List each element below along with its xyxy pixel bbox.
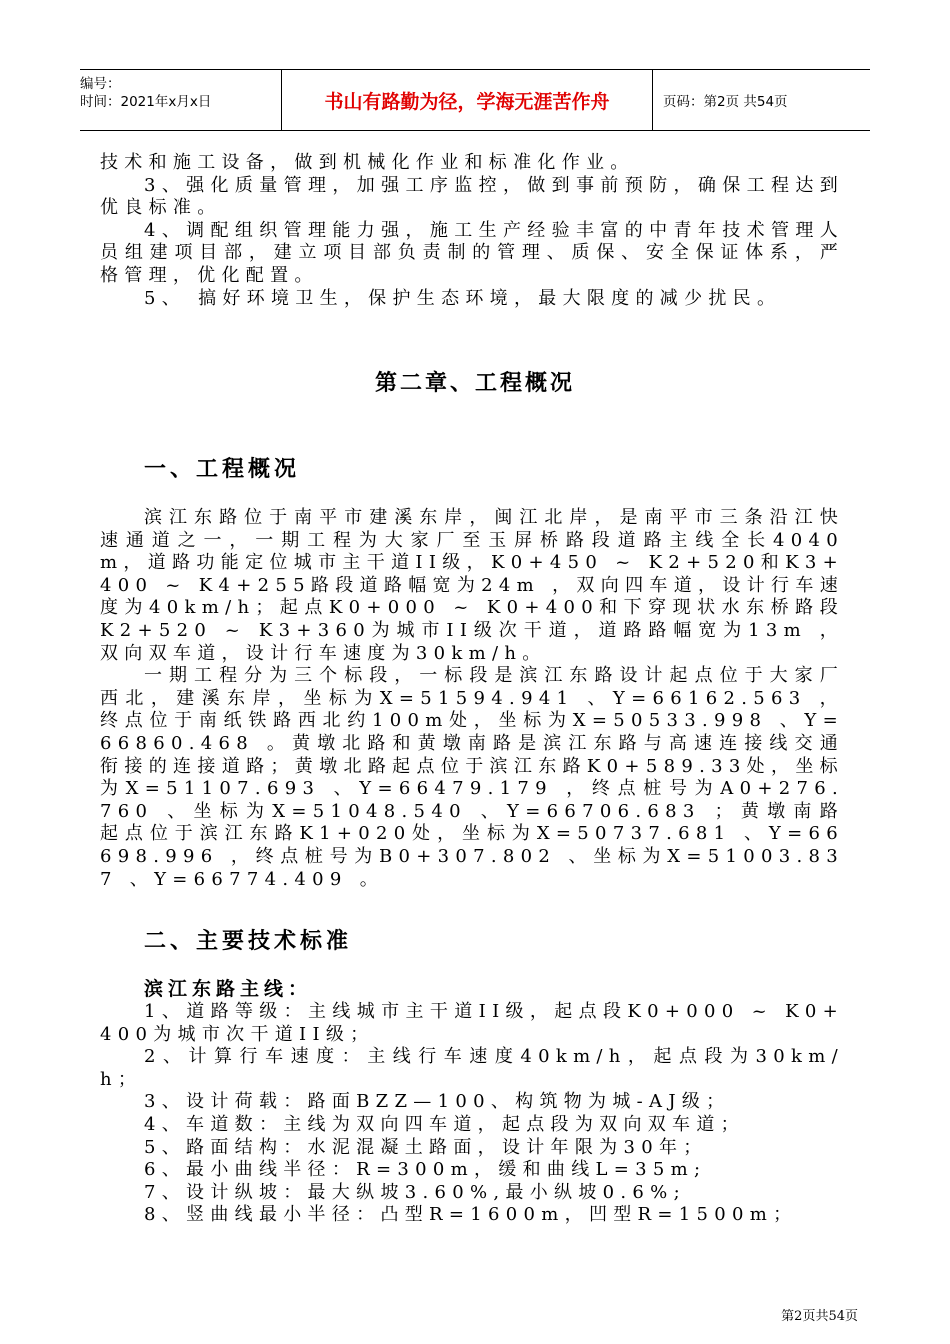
chapter-title: 第二章、工程概况 <box>374 371 575 396</box>
standard-item: 6、最小曲线半径：R=300m，缓和曲线L=35m; <box>144 1159 707 1181</box>
intro-paragraph-4: 5、 搞好环境卫生，保护生态环境，最大限度的减少扰民。 <box>144 287 782 309</box>
section-2-title: 二、主要技术标准 <box>144 929 353 954</box>
document-number-label: 编号： <box>80 76 121 92</box>
header-motto: 书山有路勤为径，学海无涯苦作舟 <box>282 70 653 130</box>
page-header <box>80 69 870 131</box>
section-1-title: 一、工程概况 <box>144 457 301 482</box>
standard-item: 7、设计纵坡：最大纵坡3.60%,最小纵坡0.6%; <box>144 1181 686 1203</box>
intro-paragraph-3: 4、调配组织管理能力强，施工生产经验丰富的中青年技术管理人员组建项目部，建立项目部负责制的管理、质保、安全保证体系，严格管理，优化配置。 <box>100 219 844 286</box>
intro-section <box>100 152 844 310</box>
section-2-body <box>100 977 844 1227</box>
standard-item: 2、计算行车速度：主线行车速度40km/h，起点段为30km/h； <box>100 1046 844 1090</box>
section-1-paragraph-2: 一期工程分为三个标段，一标段是滨江东路设计起点位于大家厂西北，建溪东岸，坐标为X=51594.941 、Y=66162.563 ，终点位于南纸铁路西北约100m处，坐标为X=50533.998 、Y=66860.468 。黄墩北路和黄墩南路是滨江东路与高速连接线交通衔接的连接道路；黄墩北路起点位于滨江东路K0+589.33处，坐标为X=51107.693 、Y=66479.179 ，终点桩号为A0+276.760 、坐标为X=51048.540 、Y=66706.683 ；黄墩南路起点位于滨江东路K1+020处，坐标为X=50737.681 、Y=66698.996 ，终点桩号为B0+307.802 、坐标为X=51003.837 、Y=66774.409 。 <box>100 665 844 890</box>
section-2-subtitle: 滨江东路主线： <box>144 978 313 1000</box>
section-1-body <box>100 507 844 891</box>
standard-item: 3、设计荷载：路面BZZ—100、构筑物为城-AJ级； <box>144 1091 731 1113</box>
intro-paragraph-1: 技术和施工设备，做到机械化作业和标准化作业。 <box>100 152 635 173</box>
standard-item: 4、车道数：主线为双向四车道，起点段为双向双车道； <box>144 1113 745 1135</box>
document-time-label: 时间：2021年x月x日 <box>80 94 212 110</box>
standard-item: 8、竖曲线最小半径：凸型R=1600m，凹型R=1500m； <box>144 1204 798 1226</box>
section-1-paragraph-1: 滨江东路位于南平市建溪东岸，闽江北岸，是南平市三条沿江快速通道之一，一期工程为大家厂至玉屏桥路段道路主线全长4040m，道路功能定位城市主干道II级，K0+450 ~ K2+520和K3+400 ~ K4+255路段道路幅宽为24m ，双向四车道，设计行车速度为40km/h；起点K0+000 ~ K0+400和下穿现状水东桥路段K2+520 ~ K3+360为城市II级次干道，道路路幅宽为13m ，双向双车道，设计行车速度为30km/h。 <box>100 507 844 664</box>
header-page-number: 页码：第2页 共54页 <box>663 94 788 110</box>
page-footer: 第2页共54页 <box>781 1309 858 1324</box>
header-meta <box>80 70 282 130</box>
standard-item: 1、道路等级：主线城市主干道II级，起点段K0+000 ~ K0+400为城市次干道II级； <box>100 1001 844 1045</box>
standard-item: 5、路面结构：水泥混凝土路面，设计年限为30年； <box>144 1136 708 1158</box>
intro-paragraph-2: 3、强化质量管理，加强工序监控，做到事前预防，确保工程达到优良标准。 <box>100 174 844 219</box>
